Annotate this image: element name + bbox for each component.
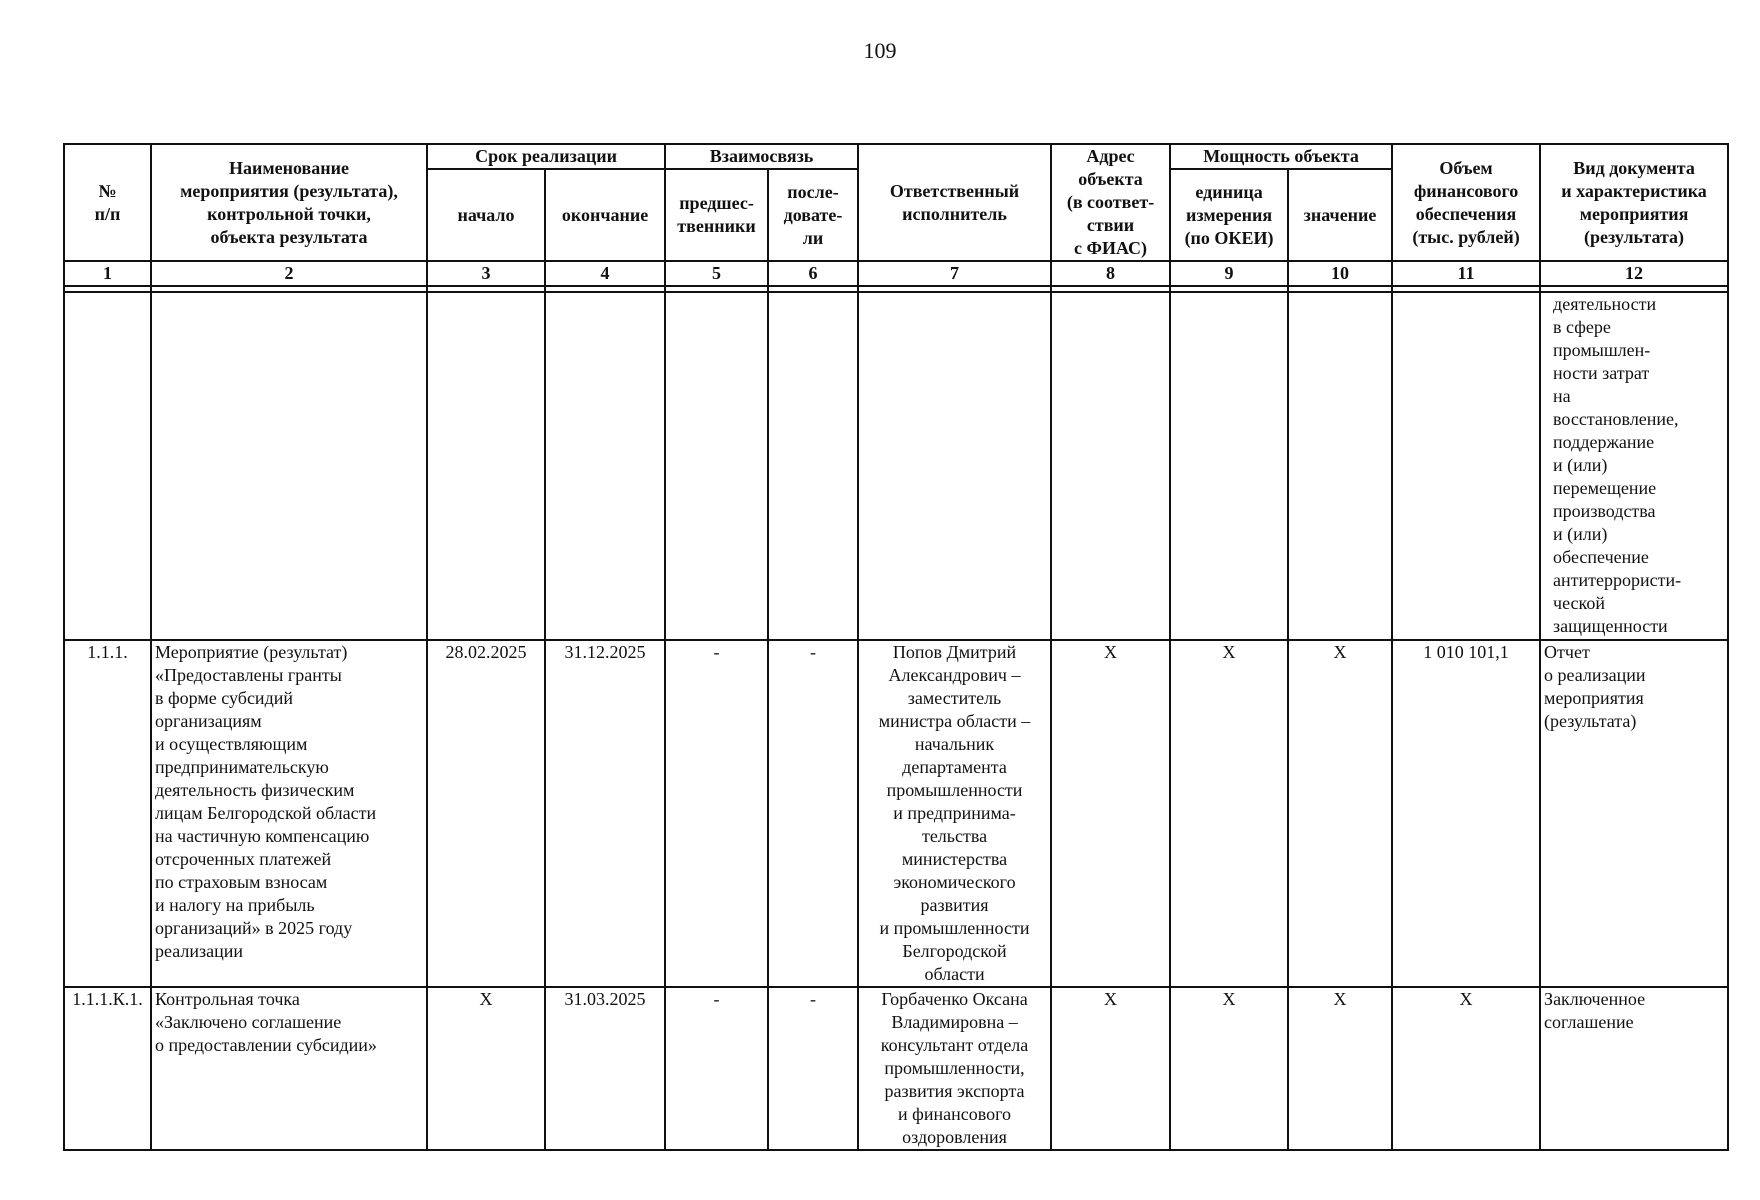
row-next	[768, 292, 858, 640]
row-end: 31.03.2025	[545, 987, 665, 1150]
table-row	[64, 292, 1728, 640]
column-numbers-row	[64, 261, 1728, 286]
header-name: Наименование мероприятия (результата), контрольной точки, объекта результата	[151, 144, 427, 261]
row-finance	[1392, 292, 1540, 640]
row-end: 31.12.2025	[545, 640, 665, 987]
column-number: 5	[665, 261, 768, 286]
column-number: 1	[64, 261, 151, 286]
row-unit: Х	[1170, 640, 1288, 987]
header-finance: Объем финансового обеспечения (тыс. рублей)	[1392, 144, 1540, 261]
header-capacity-value: значение	[1288, 169, 1392, 261]
header-num: № п/п	[64, 144, 151, 261]
header-responsible: Ответственный исполнитель	[858, 144, 1051, 261]
table-row	[64, 987, 1728, 1150]
header-capacity-group: Мощность объекта	[1170, 144, 1392, 169]
row-name	[151, 292, 427, 640]
row-unit	[1170, 292, 1288, 640]
header-term-start: начало	[427, 169, 545, 261]
row-start: Х	[427, 987, 545, 1150]
row-address: Х	[1051, 640, 1170, 987]
row-next: -	[768, 640, 858, 987]
row-value	[1288, 292, 1392, 640]
row-address: Х	[1051, 987, 1170, 1150]
row-responsible	[858, 292, 1051, 640]
column-number: 2	[151, 261, 427, 286]
row-name: Мероприятие (результат) «Предоставлены гранты в форме субсидий организациям и осуществляющим предпринимательскую деятельность физическим лицам Белгородской области на частичную компенсацию отсроченных платежей по страховым взносам и налогу на прибыль организаций» в 2025 году реализации	[151, 640, 427, 987]
header-capacity-unit: единица измерения (по ОКЕИ)	[1170, 169, 1288, 261]
column-number: 8	[1051, 261, 1170, 286]
header-link-group: Взаимосвязь	[665, 144, 858, 169]
row-doc: деятельности в сфере промышлен- ности затрат на восстановление, поддержание и (или) перемещение производства и (или) обеспечение антитеррористи- ческой защищенности	[1540, 292, 1728, 640]
page-number: 109	[863, 38, 897, 63]
header-link-next: после- довате- ли	[768, 169, 858, 261]
row-responsible: Попов Дмитрий Александрович – заместитель министра области – начальник департамента промышленности и предпринима- тельства министерства экономического развития и промышленности Белгородской области	[858, 640, 1051, 987]
row-address	[1051, 292, 1170, 640]
header-address: Адрес объекта (в соответ- ствии с ФИАС)	[1051, 144, 1170, 261]
row-finance: 1 010 101,1	[1392, 640, 1540, 987]
row-value: Х	[1288, 640, 1392, 987]
row-prev: -	[665, 987, 768, 1150]
row-num: 1.1.1.К.1.	[64, 987, 151, 1150]
row-responsible: Горбаченко Оксана Владимировна – консультант отдела промышленности, развития экспорта и финансового оздоровления	[858, 987, 1051, 1150]
column-number: 10	[1288, 261, 1392, 286]
row-doc: Отчет о реализации мероприятия (результата)	[1540, 640, 1728, 987]
table-row	[64, 640, 1728, 987]
column-number: 7	[858, 261, 1051, 286]
column-number: 9	[1170, 261, 1288, 286]
row-name: Контрольная точка «Заключено соглашение о предоставлении субсидии»	[151, 987, 427, 1150]
row-num	[64, 292, 151, 640]
row-prev	[665, 292, 768, 640]
measures-table	[63, 143, 1729, 1151]
row-finance: Х	[1392, 987, 1540, 1150]
column-number: 6	[768, 261, 858, 286]
row-start	[427, 292, 545, 640]
column-number: 11	[1392, 261, 1540, 286]
header-term-group: Срок реализации	[427, 144, 665, 169]
row-value: Х	[1288, 987, 1392, 1150]
column-number: 12	[1540, 261, 1728, 286]
header-doc-type: Вид документа и характеристика мероприятия (результата)	[1540, 144, 1728, 261]
row-num: 1.1.1.	[64, 640, 151, 987]
row-start: 28.02.2025	[427, 640, 545, 987]
header-term-end: окончание	[545, 169, 665, 261]
row-next: -	[768, 987, 858, 1150]
header-link-prev: предшес- твенники	[665, 169, 768, 261]
row-doc: Заключенное соглашение	[1540, 987, 1728, 1150]
row-prev: -	[665, 640, 768, 987]
column-number: 4	[545, 261, 665, 286]
row-unit: Х	[1170, 987, 1288, 1150]
row-end	[545, 292, 665, 640]
column-number: 3	[427, 261, 545, 286]
